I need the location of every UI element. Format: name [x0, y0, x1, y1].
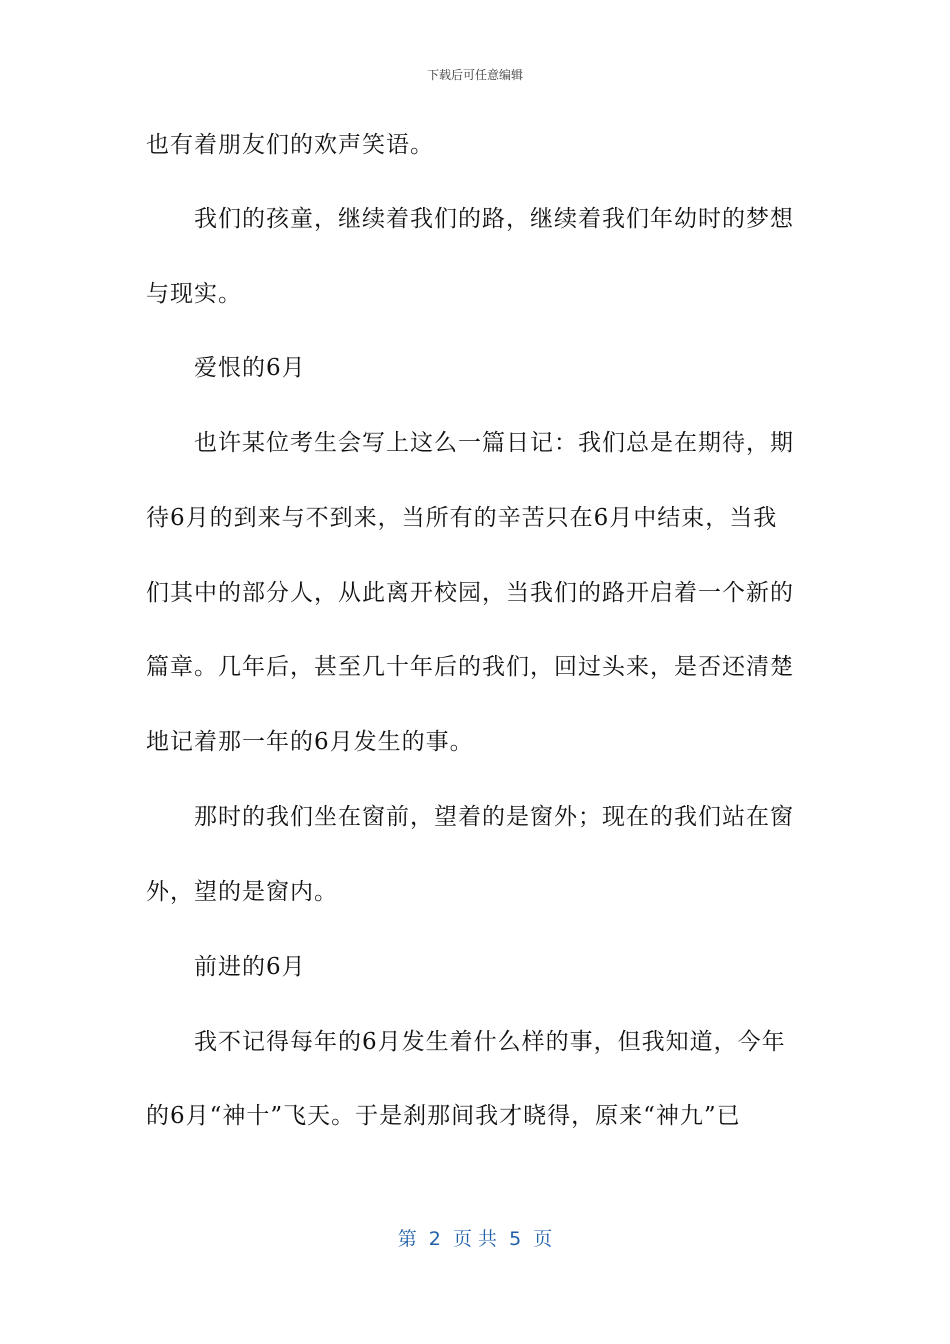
paragraph-line: 我不记得每年的6月发生着什么样的事，但我知道，今年 [194, 1029, 786, 1055]
paragraph-line: 篇章。几年后，甚至几十年后的我们，回过头来，是否还清楚 [146, 654, 794, 680]
section-heading: 前进的6月 [194, 954, 306, 980]
page-number-footer: 第 2 页 共 5 页 [397, 1228, 553, 1250]
paragraph-line: 外，望的是窗内。 [146, 879, 338, 905]
paragraph-line: 与现实。 [146, 281, 242, 307]
paragraph-line: 也有着朋友们的欢声笑语。 [146, 132, 434, 158]
paragraph-line: 那时的我们坐在窗前，望着的是窗外；现在的我们站在窗 [194, 804, 794, 830]
paragraph-line: 我们的孩童，继续着我们的路，继续着我们年幼时的梦想 [194, 206, 794, 232]
page-header: 下载后可任意编辑 [426, 68, 523, 82]
paragraph-line: 地记着那一年的6月发生的事。 [146, 729, 474, 755]
paragraph-line: 的6月“神十”飞天。于是刹那间我才晓得，原来“神九”已 [146, 1103, 741, 1129]
paragraph-line: 待6月的到来与不到来，当所有的辛苦只在6月中结束，当我 [146, 505, 778, 531]
section-heading: 爱恨的6月 [194, 355, 306, 381]
paragraph-line: 们其中的部分人，从此离开校园，当我们的路开启着一个新的 [146, 580, 794, 606]
paragraph-line: 也许某位考生会写上这么一篇日记：我们总是在期待，期 [194, 430, 794, 456]
